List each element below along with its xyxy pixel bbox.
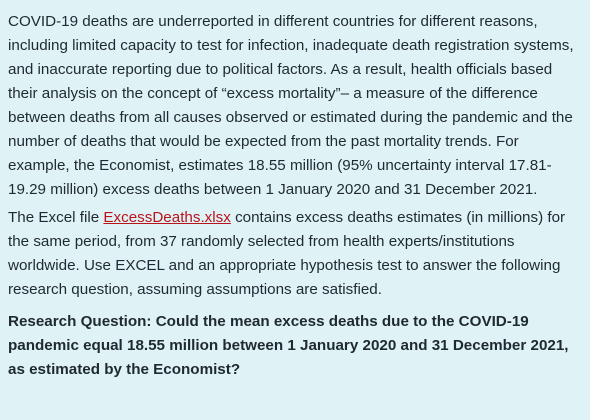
data-description-paragraph <box>8 206 582 302</box>
excel-file-link[interactable]: ExcessDeaths.xlsx <box>103 209 231 226</box>
data-description-lead: The Excel file <box>8 209 104 226</box>
data-description-rest: contains excess deaths estimates (in millions) for the same period, from 37 randomly selected from health experts/institutions worldwide. Use EXCEL and an appropriate hypothesis test to answer the following research question, assuming assumptions are satisfied. <box>8 209 566 298</box>
research-question: Research Question: Could the mean excess deaths due to the COVID-19 pandemic equal 18.55 million between 1 January 2020 and 31 December 2021, as estimated by the Economist? <box>8 313 569 378</box>
intro-paragraph: COVID-19 deaths are underreported in different countries for different reasons, including limited capacity to test for infection, inadequate death registration systems, and inaccurate reporting due to political factors. As a result, health officials based their analysis on the concept of “excess mortality”– a measure of the difference between deaths from all causes observed or estimated during the pandemic and the number of deaths that would be expected from the past mortality trends. For example, the Economist, estimates 18.55 million (95% uncertainty interval 17.81-19.29 million) excess deaths between 1 January 2020 and 31 December 2021. <box>8 13 574 198</box>
